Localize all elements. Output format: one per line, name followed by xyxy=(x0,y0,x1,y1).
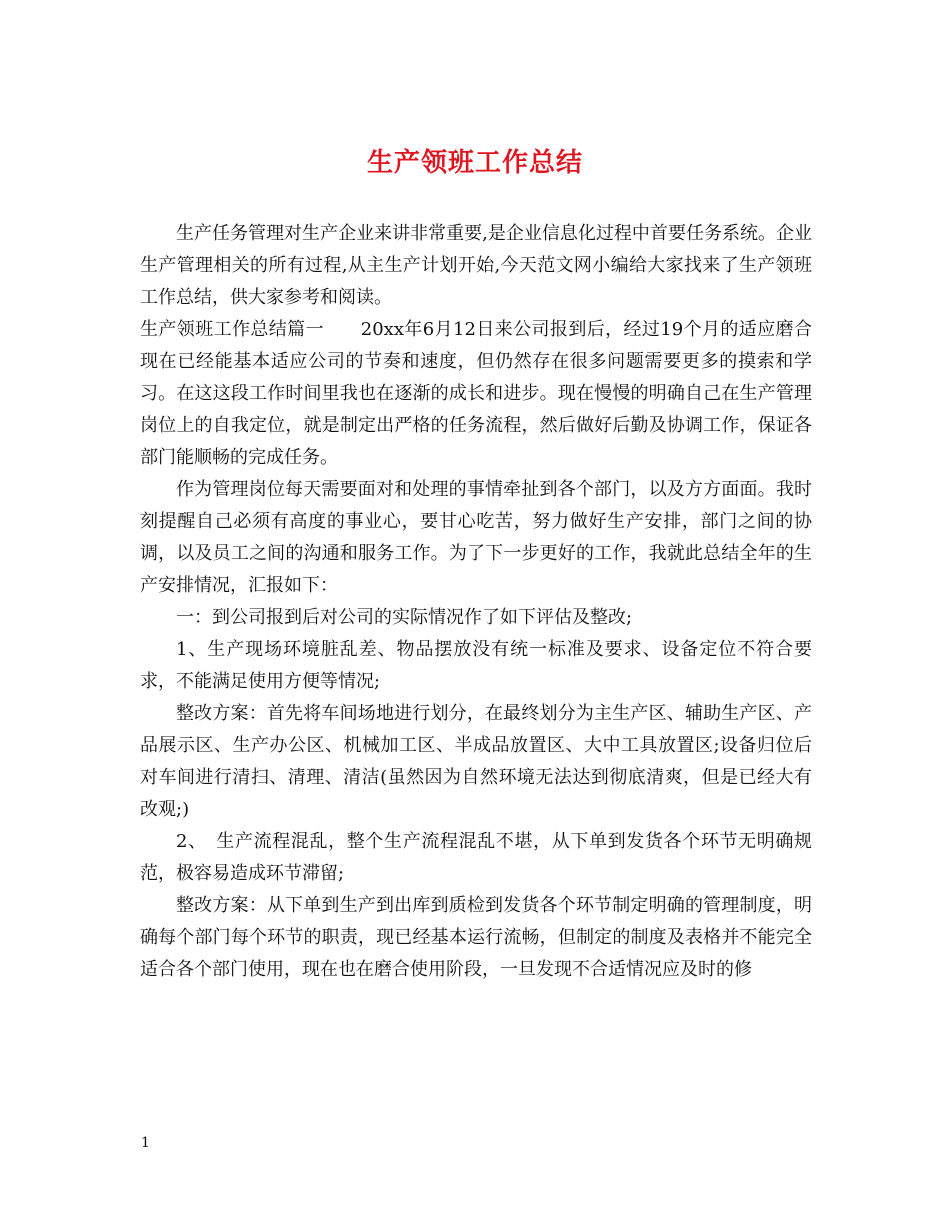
paragraph-intro: 生产任务管理对生产企业来讲非常重要,是企业信息化过程中首要任务系统。企业生产管理相关的所有过程,从主生产计划开始,今天范文网小编给大家找来了生产领班工作总结，供大家参考和阅读。 xyxy=(140,223,812,308)
paragraph-issue-1: 1、生产现场环境脏乱差、物品摆放没有统一标准及要求、设备定位不符合要求，不能满足使用方便等情况; xyxy=(140,639,812,692)
paragraph-plan-2: 整改方案：从下单到生产到出库到质检到发货各个环节制定明确的管理制度，明确每个部门每个环节的职责，现已经基本运行流畅，但制定的制度及表格并不能完全适合各个部门使用，现在也在磨合使用阶段，一旦发现不合适情况应及时的修 xyxy=(140,895,812,980)
paragraph-issue-2: 2、 生产流程混乱，整个生产流程混乱不堪，从下单到发货各个环节无明确规范，极容易造成环节滞留; xyxy=(140,831,812,884)
paragraph-assessment-heading: 一：到公司报到后对公司的实际情况作了如下评估及整改; xyxy=(176,607,633,628)
paragraph-part-one: 生产领班工作总结篇一 20xx年6月12日来公司报到后，经过19个月的适应磨合现在已经能基本适应公司的节奏和速度，但仍然存在很多问题需要更多的摸索和学习。在这这段工作时间里我也在逐渐的成长和进步。现在慢慢的明确自己在生产管理岗位上的自我定位，就是制定出严格的任务流程，然后做好后勤及协调工作，保证各部门能顺畅的完成任务。 xyxy=(140,319,812,468)
document-body xyxy=(140,218,812,986)
document-title: 生产领班工作总结 xyxy=(366,148,583,178)
paragraph-plan-1: 整改方案：首先将车间场地进行划分，在最终划分为主生产区、辅助生产区、产品展示区、生产办公区、机械加工区、半成品放置区、大中工具放置区;设备归位后对车间进行清扫、清理、清洁(虽然因为自然环境无法达到彻底清爽，但是已经大有改观;) xyxy=(140,703,812,820)
page-number: 1 xyxy=(141,1135,150,1151)
paragraph-management-role: 作为管理岗位每天需要面对和处理的事情牵扯到各个部门，以及方方面面。我时刻提醒自己必须有高度的事业心，要甘心吃苦，努力做好生产安排，部门之间的协调，以及员工之间的沟通和服务工作。为了下一步更好的工作，我就此总结全年的生产安排情况，汇报如下： xyxy=(140,479,812,596)
